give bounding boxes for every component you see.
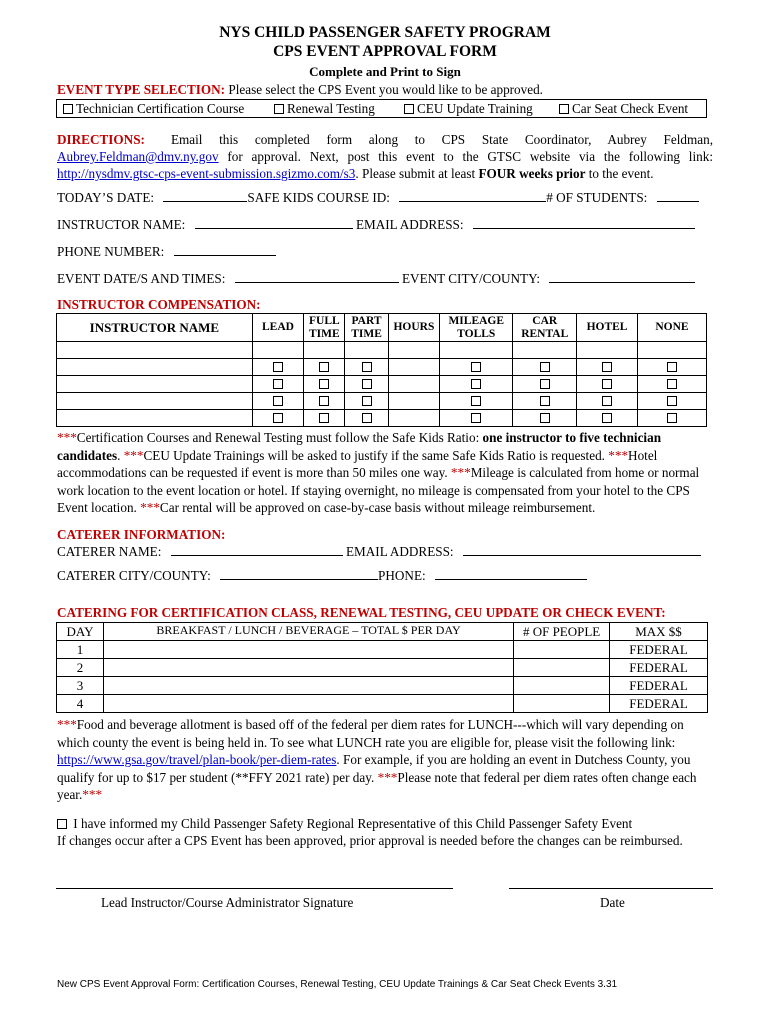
instructor-name-cell[interactable]: [57, 359, 253, 376]
checkbox-icon[interactable]: [362, 413, 372, 423]
day-cell: 1: [57, 641, 104, 659]
checkbox-icon[interactable]: [540, 396, 550, 406]
directions-label: DIRECTIONS:: [57, 132, 145, 147]
instructor-name-cell[interactable]: [57, 342, 253, 359]
col-hotel: HOTEL: [577, 314, 638, 342]
acknowledge-text: I have informed my Child Passenger Safety Regional Representative of this Child Passenger Safety Event: [73, 816, 633, 831]
signature-label: Lead Instructor/Course Administrator Signature: [101, 895, 354, 910]
compensation-row: [57, 359, 707, 376]
compensation-row: [57, 342, 707, 359]
catering-row: [57, 641, 708, 659]
caterer-name-field[interactable]: [171, 544, 343, 556]
date-label: Date: [600, 895, 625, 910]
changes-note: If changes occur after a CPS Event has been approved, prior approval is needed before the changes can be reimbursed.: [57, 833, 683, 848]
catering-table: [56, 622, 708, 713]
per-diem-link[interactable]: https://www.gsa.gov/travel/plan-book/per-diem-rates: [57, 752, 337, 767]
catering-row: [57, 677, 708, 695]
checkbox-icon[interactable]: [319, 362, 329, 372]
hours-cell[interactable]: [388, 359, 440, 376]
meal-total-cell[interactable]: [103, 641, 513, 659]
safe-kids-id-label: SAFE KIDS COURSE ID:: [247, 190, 390, 205]
caterer-city-field[interactable]: [220, 568, 378, 580]
checkbox-icon[interactable]: [540, 413, 550, 423]
checkbox-icon[interactable]: [471, 396, 481, 406]
phone-number-field[interactable]: [174, 244, 276, 256]
fields-row-1: [57, 190, 699, 206]
compensation-rows: [57, 342, 707, 427]
compensation-row: [57, 376, 707, 393]
instructor-name-cell[interactable]: [57, 376, 253, 393]
form-subtitle-title: CPS EVENT APPROVAL FORM: [273, 43, 497, 60]
checkbox-icon[interactable]: [559, 104, 569, 114]
col-none: NONE: [637, 314, 706, 342]
checkbox-icon[interactable]: [602, 379, 612, 389]
caterer-email-field[interactable]: [463, 544, 701, 556]
checkbox-icon[interactable]: [471, 413, 481, 423]
col-instructor-name: INSTRUCTOR NAME: [57, 314, 253, 342]
checkbox-icon[interactable]: [273, 396, 283, 406]
max-cell: FEDERAL: [610, 677, 708, 695]
caterer-label: CATERER INFORMATION:: [57, 527, 226, 542]
caterer-row-2: [57, 568, 587, 584]
checkbox-icon[interactable]: [273, 362, 283, 372]
date-line[interactable]: [509, 888, 713, 889]
coordinator-email-link[interactable]: Aubrey.Feldman@dmv.ny.gov: [57, 149, 219, 164]
catering-row: [57, 659, 708, 677]
checkbox-icon[interactable]: [273, 379, 283, 389]
caterer-phone-field[interactable]: [435, 568, 587, 580]
compensation-notes: ***Certification Courses and Renewal Testing must follow the Safe Kids Ratio: one instructor to five technician candidates. ***CEU Update Trainings will be asked to justify if the same Safe Kids Ratio is requested. ***Hotel accommodations can be requested if event is more than 50 miles one way. ***Mileage is calculated from home or normal work location to the event location or hotel. If staying overnight, no mileage is compensated from your hotel to the CPS Event location. ***Car rental will be approved on case-by-case basis without mileage reimbursement.: [57, 430, 700, 515]
catering-label: CATERING FOR CERTIFICATION CLASS, RENEWAL TESTING, CEU UPDATE OR CHECK EVENT:: [57, 605, 666, 620]
col-full-time: FULL TIME: [304, 314, 345, 342]
max-cell: FEDERAL: [610, 695, 708, 713]
num-students-label: # OF STUDENTS:: [546, 190, 648, 205]
checkbox-icon[interactable]: [319, 396, 329, 406]
col-part-time: PART TIME: [345, 314, 388, 342]
compensation-label: INSTRUCTOR COMPENSATION:: [57, 297, 261, 312]
checkbox-icon[interactable]: [273, 413, 283, 423]
hours-cell[interactable]: [388, 376, 440, 393]
hours-cell[interactable]: [388, 393, 440, 410]
checkbox-icon[interactable]: [274, 104, 284, 114]
todays-date-field[interactable]: [163, 190, 247, 202]
event-city-label: EVENT CITY/COUNTY:: [401, 271, 541, 286]
instructor-name-cell[interactable]: [57, 410, 253, 427]
event-type-options: [56, 99, 707, 118]
checkbox-icon[interactable]: [540, 379, 550, 389]
col-car-rental: CAR RENTAL: [513, 314, 577, 342]
instructor-name-label: INSTRUCTOR NAME:: [57, 217, 186, 232]
meal-total-cell[interactable]: [103, 695, 513, 713]
option-ceu-update[interactable]: CEU Update Training: [404, 101, 533, 117]
checkbox-icon[interactable]: [471, 362, 481, 372]
checkbox-icon[interactable]: [602, 362, 612, 372]
event-city-field[interactable]: [549, 271, 695, 283]
caterer-name-label: CATERER NAME:: [57, 544, 162, 559]
catering-row: [57, 695, 708, 713]
checkbox-icon[interactable]: [362, 379, 372, 389]
checkbox-icon[interactable]: [63, 104, 73, 114]
max-cell: FEDERAL: [610, 641, 708, 659]
compensation-row: [57, 393, 707, 410]
col-lead: LEAD: [252, 314, 304, 342]
directions: DIRECTIONS: Email this completed form along to CPS State Coordinator, Aubrey Feldman, Aubrey.Feldman@dmv.ny.gov for approval. Next, post this event to the GTSC website via the following link: http://nysdmv.gtsc-cps-event-submission.sgizmo.com/s3. Please submit at least FOUR weeks prior to the event.: [57, 132, 713, 181]
caterer-email-label: EMAIL ADDRESS:: [346, 544, 454, 559]
checkbox-icon[interactable]: [404, 104, 414, 114]
checkbox-icon[interactable]: [319, 379, 329, 389]
instructor-name-cell[interactable]: [57, 393, 253, 410]
checkbox-icon[interactable]: [319, 413, 329, 423]
checkbox-icon[interactable]: [602, 413, 612, 423]
day-cell: 2: [57, 659, 104, 677]
caterer-row-1: [57, 544, 701, 560]
directions-text1: Email this completed form along to CPS State Coordinator, Aubrey Feldman,: [170, 132, 713, 147]
num-people-cell[interactable]: [514, 695, 610, 713]
num-students-field[interactable]: [657, 190, 699, 202]
email-address-field[interactable]: [473, 217, 695, 229]
day-cell: 4: [57, 695, 104, 713]
checkbox-icon[interactable]: [602, 396, 612, 406]
acknowledgement: [57, 815, 697, 849]
col-max: MAX $$: [610, 623, 708, 641]
checkbox-icon[interactable]: [362, 362, 372, 372]
email-address-label: EMAIL ADDRESS:: [355, 217, 464, 232]
option-renewal-testing[interactable]: Renewal Testing: [274, 101, 375, 117]
fields-row-4: [57, 271, 695, 287]
caterer-phone-label: PHONE:: [378, 568, 426, 583]
hours-cell[interactable]: [388, 342, 440, 359]
fields-row-2: [57, 217, 695, 233]
instructor-name-field[interactable]: [195, 217, 353, 229]
meal-total-cell[interactable]: [103, 677, 513, 695]
checkbox-icon[interactable]: [540, 362, 550, 372]
num-people-cell[interactable]: [514, 659, 610, 677]
max-cell: FEDERAL: [610, 659, 708, 677]
acknowledge-checkbox[interactable]: [57, 819, 67, 829]
event-dates-label: EVENT DATE/S AND TIMES:: [57, 271, 226, 286]
col-meal-total: BREAKFAST / LUNCH / BEVERAGE – TOTAL $ PER DAY: [103, 623, 513, 641]
event-dates-field[interactable]: [235, 271, 399, 283]
checkbox-icon[interactable]: [667, 379, 677, 389]
col-mileage-tolls: MILEAGE TOLLS: [440, 314, 513, 342]
todays-date-label: TODAY’S DATE:: [57, 190, 155, 205]
gtsc-submission-link[interactable]: http://nysdmv.gtsc-cps-event-submission.sgizmo.com/s3: [57, 166, 356, 181]
checkbox-icon[interactable]: [667, 396, 677, 406]
catering-notes: ***Food and beverage allotment is based off of the federal per diem rates for LUNCH---which will vary depending on which county the event is being held in. To see what LUNCH rate you are eligible for, please visit the following link: https://www.gsa.gov/travel/plan-book/per-diem-rates. For example, if you are holding an event in Dutchess County, you qualify for up to $17 per student (**FFY 2021 rate) per day. ***Please note that federal per diem rates often change each year.***: [57, 717, 697, 802]
catering-rows: [57, 641, 708, 713]
footer-text: New CPS Event Approval Form: Certification Courses, Renewal Testing, CEU Update Trainings & Car Seat Check Events 3.31: [57, 979, 618, 990]
num-people-cell[interactable]: [514, 641, 610, 659]
option-car-seat-check[interactable]: Car Seat Check Event: [559, 101, 688, 117]
signature-line[interactable]: [56, 888, 453, 889]
hours-cell[interactable]: [388, 410, 440, 427]
checkbox-icon[interactable]: [471, 379, 481, 389]
safe-kids-id-field[interactable]: [399, 190, 546, 202]
event-type-row: [57, 82, 543, 98]
meal-total-cell[interactable]: [103, 659, 513, 677]
caterer-city-label: CATERER CITY/COUNTY:: [57, 568, 211, 583]
compensation-table: [56, 313, 707, 427]
checkbox-icon[interactable]: [362, 396, 372, 406]
compensation-row: [57, 410, 707, 427]
col-num-people: # OF PEOPLE: [514, 623, 610, 641]
col-day: DAY: [57, 623, 104, 641]
col-hours: HOURS: [388, 314, 440, 342]
num-people-cell[interactable]: [514, 677, 610, 695]
checkbox-icon[interactable]: [667, 362, 677, 372]
option-technician-certification[interactable]: Technician Certification Course: [63, 101, 244, 117]
fields-row-3: [57, 244, 276, 260]
form-instruction: Complete and Print to Sign: [309, 64, 461, 79]
event-type-label: EVENT TYPE SELECTION:: [57, 82, 226, 97]
checkbox-icon[interactable]: [667, 413, 677, 423]
day-cell: 3: [57, 677, 104, 695]
phone-number-label: PHONE NUMBER:: [57, 244, 165, 259]
form-title: NYS CHILD PASSENGER SAFETY PROGRAM: [219, 24, 551, 41]
event-type-instruction: Please select the CPS Event you would like to be approved.: [228, 82, 543, 97]
